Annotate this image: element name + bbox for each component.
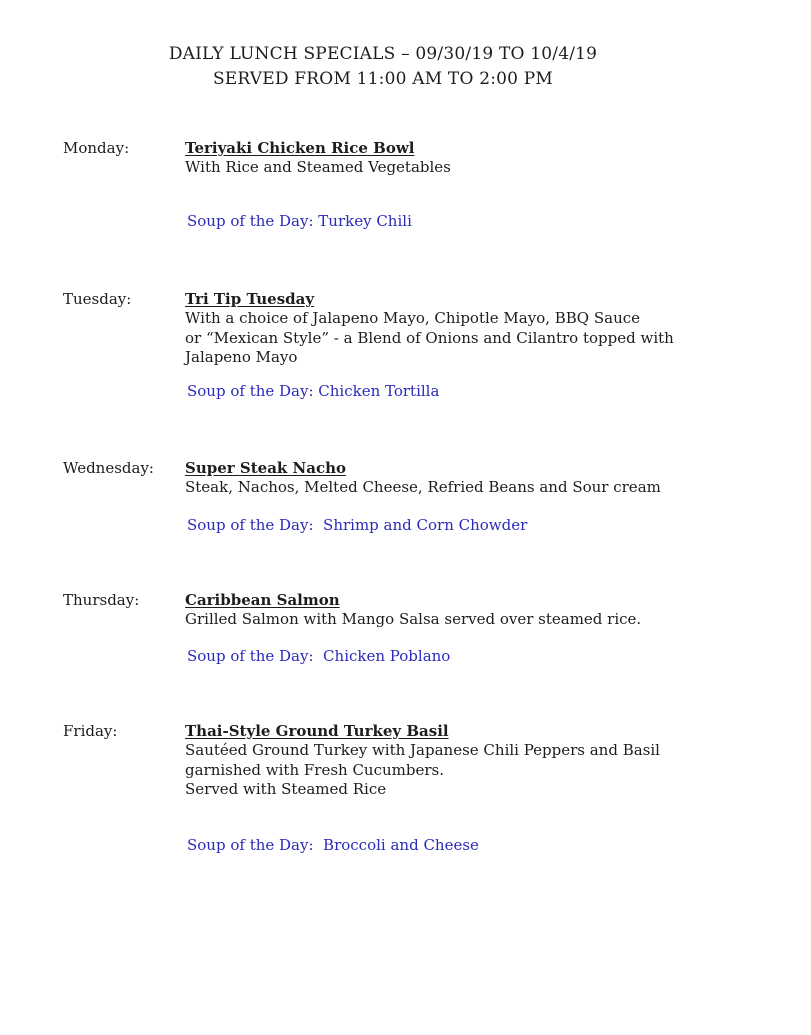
- dish-block-friday: [185, 721, 785, 800]
- soup-of-the-day-friday: Soup of the Day: Broccoli and Cheese: [187, 836, 479, 854]
- dish-description-line: Sautéed Ground Turkey with Japanese Chili Peppers and Basil: [185, 741, 660, 759]
- soup-of-the-day-tuesday: Soup of the Day: Chicken Tortilla: [187, 382, 440, 400]
- dish-title-monday: Teriyaki Chicken Rice Bowl: [185, 139, 415, 157]
- dish-block-thursday: [185, 590, 785, 630]
- title-line-1: DAILY LUNCH SPECIALS – 09/30/19 TO 10/4/19: [168, 44, 598, 64]
- dish-description-line: Jalapeno Mayo: [185, 348, 298, 366]
- dish-block-monday: [185, 138, 785, 178]
- dish-title-wednesday: Super Steak Nacho: [185, 459, 347, 477]
- dish-description-line: garnished with Fresh Cucumbers.: [185, 760, 444, 779]
- dish-description-line: With a choice of Jalapeno Mayo, Chipotle Mayo, BBQ Sauce: [185, 309, 641, 327]
- dish-title-tuesday: Tri Tip Tuesday: [185, 290, 315, 308]
- day-label-monday: Monday:: [63, 139, 130, 157]
- dish-description-line: With Rice and Steamed Vegetables: [185, 158, 451, 176]
- dish-block-tuesday: [185, 289, 785, 368]
- dish-description-line: Grilled Salmon with Mango Salsa served over steamed rice.: [185, 610, 642, 628]
- day-label-thursday: Thursday:: [63, 591, 140, 609]
- dish-description-line: Steak, Nachos, Melted Cheese, Refried Beans and Sour cream: [185, 478, 661, 496]
- dish-block-wednesday: [185, 458, 785, 498]
- soup-of-the-day-wednesday: Soup of the Day: Shrimp and Corn Chowder: [187, 516, 528, 534]
- document-title: [0, 42, 766, 92]
- title-line-2: SERVED FROM 11:00 AM TO 2:00 PM: [212, 69, 554, 89]
- soup-of-the-day-monday: Soup of the Day: Turkey Chili: [187, 212, 412, 230]
- day-label-wednesday: Wednesday:: [63, 459, 154, 477]
- dish-title-friday: Thai-Style Ground Turkey Basil: [185, 722, 449, 740]
- dish-title-thursday: Caribbean Salmon: [185, 591, 340, 609]
- day-label-friday: Friday:: [63, 722, 118, 740]
- day-label-tuesday: Tuesday:: [63, 290, 132, 308]
- soup-of-the-day-thursday: Soup of the Day: Chicken Poblano: [187, 647, 451, 665]
- dish-description-line: or “Mexican Style” - a Blend of Onions and Cilantro topped with: [185, 328, 674, 347]
- dish-description-line: Served with Steamed Rice: [185, 780, 387, 798]
